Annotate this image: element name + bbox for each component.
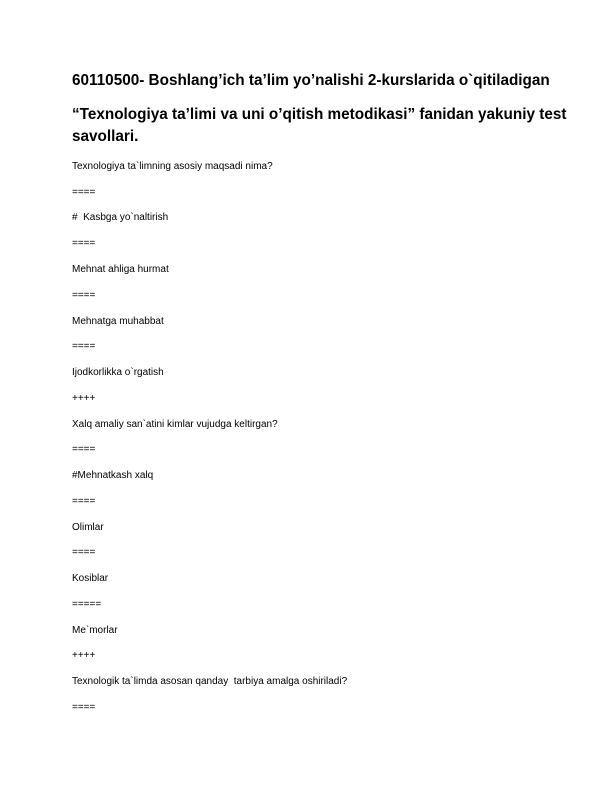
separator: ==== [72, 702, 96, 713]
document-title-line-2: “Texnologiya ta’limi va uni o’qitish metodikasi” fanidan yakuniy test [72, 106, 567, 123]
answer-option: Mehnatga muhabbat [72, 316, 164, 327]
separator: ==== [72, 341, 96, 352]
separator: ==== [72, 547, 96, 558]
question-end-marker: ++++ [72, 393, 96, 404]
separator: ==== [72, 187, 96, 198]
separator: ==== [72, 238, 96, 249]
answer-option-correct: # Kasbga yo`naltirish [72, 212, 169, 223]
question-1: Texnologiya ta`limning asosiy maqsadi nima? [72, 161, 273, 172]
document-title-line-3: savollari. [72, 128, 139, 145]
separator: ==== [72, 444, 96, 455]
separator: ===== [72, 599, 102, 610]
question-end-marker: ++++ [72, 650, 96, 661]
document-title-line-1: 60110500- Boshlang’ich ta’lim yo’nalishi 2-kurslarida o`qitiladigan [72, 72, 550, 89]
separator: ==== [72, 496, 96, 507]
question-3: Texnologik ta`limda asosan qanday tarbiya amalga oshiriladi? [72, 676, 348, 687]
answer-option: Ijodkorlikka o`rgatish [72, 367, 164, 378]
answer-option: Me`morlar [72, 625, 118, 636]
answer-option: Mehnat ahliga hurmat [72, 264, 169, 275]
answer-option: Kosiblar [72, 573, 109, 584]
separator: ==== [72, 290, 96, 301]
question-2: Xalq amaliy san`atini kimlar vujudga keltirgan? [72, 419, 278, 430]
answer-option: Olimlar [72, 522, 104, 533]
answer-option-correct: #Mehnatkash xalq [72, 470, 154, 481]
